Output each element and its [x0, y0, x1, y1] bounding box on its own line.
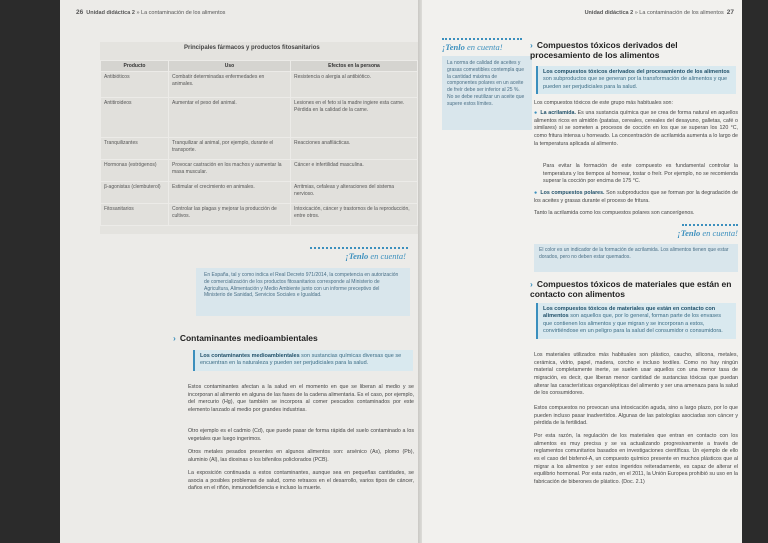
tip-dots — [682, 224, 738, 226]
table-row — [101, 72, 418, 98]
section-title — [530, 40, 736, 60]
bullet-icon: ● — [534, 110, 538, 116]
table-cell: Antitiroideos — [101, 98, 169, 138]
table-cell: Tranquilizantes — [101, 138, 169, 160]
paragraph: Por esta razón, la regulación de los materiales que entran en contacto con los alimentos es muy precisa y se va actualizando progresivamente a través de reglamentos comunitarios basados en investigaciones científicas. Un ejemplo de ello es el caso del bisfenol-A, un compuesto químico presente en muchos plásticos que al migrar a los alimentos y ser estos ingeridos reiteradamente, es capaz de alterar el equilibrio hormonal. Por esta razón, en el 2011, la Unión Europea prohibió su uso en la fabricación de biberones de plástico. (Doc. 2.1) — [534, 433, 738, 486]
definition-text: son aquellos que, por lo general, forman parte de los envases que contienen los alimentos y que migran y se incorporan a estos, convirtiéndose en un peligro para la salud del consumidor o consumidora. — [543, 313, 723, 335]
table-cell: Cáncer e infertilidad masculina. — [291, 160, 418, 182]
table-cell: Provocar castración en los machos y aumentar la masa muscular. — [169, 160, 291, 182]
table-cell: Hormonas (estrógenos) — [101, 160, 169, 182]
table-cell: Reacciones anafilácticas. — [291, 138, 418, 160]
unit-title: » La contaminación de los alimentos — [136, 10, 226, 16]
section-title — [530, 279, 736, 299]
paragraph: Estos compuestos no provocan una intoxicación aguda, sino a largo plazo, por lo que pueden incluso pasar inadvertidos. Algunas de las patologías asociadas son cáncer y pérdida de la fertilidad. — [534, 405, 738, 427]
page-number: 26 — [76, 9, 84, 16]
tip-heading-a: ¡Tenlo — [345, 251, 369, 261]
paragraph: Los compuestos tóxicos de este grupo más habituales son: — [534, 100, 673, 106]
definition-text: son sustancias químicas diversas que se encuentran en la naturaleza y pueden ser perjudiciales para la salud. — [200, 353, 402, 367]
page-number: 27 — [726, 9, 734, 16]
bullet-term: Los compuestos polares. — [540, 190, 605, 196]
paragraph: Otros metales pesados presentes en algunos alimentos son: arsénico (As), plomo (Pb), aluminio (Al), las dioxinas o los bifenilos policlorados (PCB). — [188, 449, 414, 463]
table-cell: Resistencia o alergia al antibiótico. — [291, 72, 418, 98]
table-cell: Estimular el crecimiento en animales. — [169, 182, 291, 204]
tip-dots — [310, 247, 408, 249]
bullet-item — [534, 190, 738, 205]
tip-heading-b: en cuenta! — [368, 251, 406, 261]
table-cell: Controlar las plagas y mejorar la producción de cultivos. — [169, 204, 291, 226]
section-title-text: Contaminantes medioambientales — [179, 333, 318, 343]
table-row — [101, 160, 418, 182]
section-title-text: Compuestos tóxicos derivados del procesamiento de los alimentos — [530, 40, 678, 61]
tip-box: La norma de calidad de aceites y grasas comestibles contempla que la cantidad máxima de componentes polares en un aceite de freír debe ser inferior al 25 %. No se debe reutilizar un aceite que supere estos límites. — [442, 56, 532, 130]
paragraph: Para evitar la formación de este compuesto es fundamental controlar la temperatura y los tiempos al hornear, tostar o freír. Por ejemplo, no se recomienda superar la cocción por encima de 175 °C. — [543, 163, 738, 185]
paragraph: Los materiales utilizados más habituales son plástico, caucho, silicona, metales, cerámica, vidrio, papel, madera, corcho e incluso textiles. Como no hay ningún material completamente inerte, se suelen usar aquellos con una menor tasa de migración, es decir, que liberan menor cantidad de sustancias tóxicas que puedan alterar las características organolépticas del alimento y ser una amenaza para la salud de los consumidores. — [534, 352, 738, 397]
chevron-right-icon: › — [173, 333, 176, 343]
paragraph: Tanto la acrilamida como los compuestos polares son cancerígenos. — [534, 210, 695, 216]
chevron-right-icon: › — [530, 279, 533, 289]
definition-box — [193, 350, 413, 371]
definition-text: son subproductos que se generan por la transformación de alimentos y que pueden ser perjudiciales para la salud. — [543, 76, 728, 90]
table-header-cell: Efectos en la persona — [291, 61, 418, 72]
table-cell: Lesiones en el feto si la madre ingiere esta carne. Pérdida en la calidad de la carne. — [291, 98, 418, 138]
section-title-text: Compuestos tóxicos de materiales que están en contacto con alimentos — [530, 279, 732, 300]
tip-box: El color es un indicador de la formación de acrilamida. Los alimentos tienen que estar dorados, pero no deben estar quemados. — [534, 244, 738, 272]
paragraph: La exposición continuada a estos contaminantes, aunque sea en pequeñas cantidades, se asocia a posibles problemas de salud, como retrasos en el desarrollo, varios tipos de cáncer, daños en el riñón, inmunodeficiencia e incluso la muerte. — [188, 470, 414, 492]
section-title — [173, 333, 413, 343]
right-page — [422, 0, 742, 543]
tip-heading — [677, 228, 738, 238]
table-cell: β-agonistas (clembuterol) — [101, 182, 169, 204]
paragraph: Estos contaminantes afectan a la salud en el momento en que se liberan al medio y se incorporan al alimento en alguna de las fases de la cadena alimentaria. Es el caso, por ejemplo, del mercurio (Hg), que también se incorpora al comer pescados contaminados por este elemento lanzado al medio por grandes industrias. — [188, 384, 414, 414]
tip-heading-a: ¡Tenlo — [677, 228, 701, 238]
paragraph: Otro ejemplo es el cadmio (Cd), que puede pasar de forma rápida del suelo contaminado a los vegetales que luego ingerimos. — [188, 428, 414, 442]
tip-heading-b: en cuenta! — [464, 42, 503, 52]
bullet-icon: ● — [534, 190, 538, 196]
bullet-text: Es una sustancia química que se crea de forma natural en aquellos alimentos ricos en almidón (patatas, cereales, cereales del desayuno, galletas, café o similares) si se someten a procesos de cocción en los que se superan los 120 °C, como fritura intensa u horneado. La concentración de acrilamida aumenta a lo largo de la temperatura aplicada al alimento. — [534, 110, 738, 147]
table-row — [101, 138, 418, 160]
definition-term: Los contaminantes medioambientales — [200, 353, 300, 359]
definition-term: Los compuestos tóxicos derivados del procesamiento de los alimentos — [543, 69, 730, 75]
tip-heading-b: en cuenta! — [700, 228, 738, 238]
definition-box — [536, 303, 736, 339]
table-cell: Arritmias, cefaleas y alteraciones del sistema nervioso. — [291, 182, 418, 204]
tip-box: En España, tal y como indica el Real Decreto 971/2014, la competencia en autorización de comercialización de los productos fitosanitarios corresponde al Ministerio de Agricultura, Alimentación y Medio Ambiente junto con un informe preceptivo del Ministerio de Sanidad, Servicios Sociales e Igualdad. — [196, 268, 410, 316]
bullet-text: Son subproductos que se forman por la degradación de los aceites y grasas durante el proceso de fritura. — [534, 190, 739, 204]
unit-title: » La contaminación de los alimentos — [634, 10, 724, 16]
tip-dots — [442, 38, 522, 40]
table-cell: Tranquilizar al animal, por ejemplo, durante el transporte. — [169, 138, 291, 160]
bullet-item — [534, 110, 738, 148]
bullet-term: La acrilamida. — [540, 110, 576, 116]
table-header-cell: Producto — [101, 61, 169, 72]
table-cell: Fitosanitarios — [101, 204, 169, 226]
table-row — [101, 182, 418, 204]
table-cell: Combatir determinadas enfermedades en animales. — [169, 72, 291, 98]
definition-term: Los compuestos tóxicos de materiales que están en contacto con alimentos — [543, 306, 716, 320]
table-cell: Aumentar el peso del animal. — [169, 98, 291, 138]
table-header-cell: Uso — [169, 61, 291, 72]
table-header-row — [101, 61, 418, 72]
products-table — [100, 60, 418, 226]
table-title: Principales fármacos y productos fitosanitarios — [184, 45, 320, 51]
table-row — [101, 98, 418, 138]
table-cell: Antibióticos — [101, 72, 169, 98]
tip-heading — [345, 251, 406, 261]
unit-label: Unidad didáctica 2 — [584, 10, 634, 16]
unit-label: Unidad didáctica 2 — [86, 10, 135, 16]
tip-heading — [442, 42, 503, 52]
left-page — [60, 0, 422, 543]
running-head-right — [585, 9, 734, 16]
running-head-left — [76, 9, 225, 16]
table-cell: Intoxicación, cáncer y trastornos de la reproducción, entre otros. — [291, 204, 418, 226]
table-row — [101, 204, 418, 226]
definition-box — [536, 66, 736, 94]
tip-heading-a: ¡Tenlo — [442, 42, 465, 52]
chevron-right-icon: › — [530, 40, 533, 50]
